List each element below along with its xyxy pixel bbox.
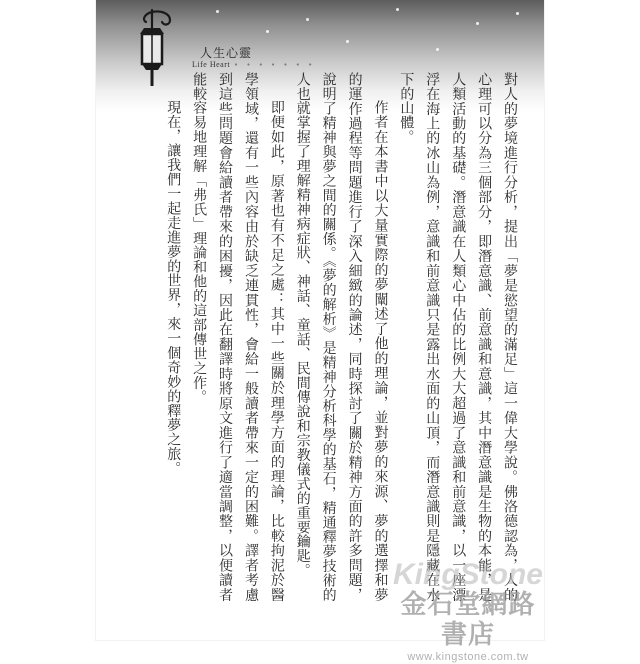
book-page [96,0,544,663]
paragraph: 即便如此，原著也有不足之處：其中一些關於理學方面的理論，比較拘泥於醫學領域，還有一些內容由於缺乏連貫性，會給一般讀者帶來一定的困難。譯者考慮到這些問題會給讀者帶來的困擾，因此在翻譯時將原文進行了適當調整，以便讀者能較容易地理解「弗氏」理論和他的這部傳世之作。 [191,72,285,602]
paragraph: 現在，讓我們一起走進夢的世界，來一個奇妙的釋夢之旅。 [165,100,182,476]
watermark-name: 金石堂網路書店 [400,590,536,650]
section-title: 人生心靈 [200,46,253,60]
watermark-logo: KingStone [393,558,543,591]
watermark-url: www.kingstone.com.tw [407,651,529,663]
section-subtitle: Life Heart [192,60,231,69]
body-text [159,72,522,602]
paragraph: 對人的夢境進行分析，提出「夢是慾望的滿足」這一偉大學說。佛洛德認為，人的心理可以分為三個部分，即潛意識、前意識和意識，其中潛意識是生物的本能，是人類活動的基礎。潛意識在人類心中佔的比例大大超過了意識和前意識，以一座漂浮在海上的冰山為例，意識和前意識只是露出水面的山頂，而潛意識則是隱藏在水下的山體。 [398,72,518,602]
decorative-dots: • • • • • • • [234,61,316,69]
paragraph: 作者在本書中以大量實際的夢闡述了他的理論，並對夢的來源、夢的選擇和夢的運作過程等問題進行了深入細緻的論述，同時探討了關於精神方面的許多問題，說明了精神與夢之間的關係。《夢的解析》是精神分析科學的基石，精通釋夢技術的人也就掌握了理解精神病症狀、神話、童話、民間傳說和宗教儀式的重要鑰匙。 [294,72,389,602]
